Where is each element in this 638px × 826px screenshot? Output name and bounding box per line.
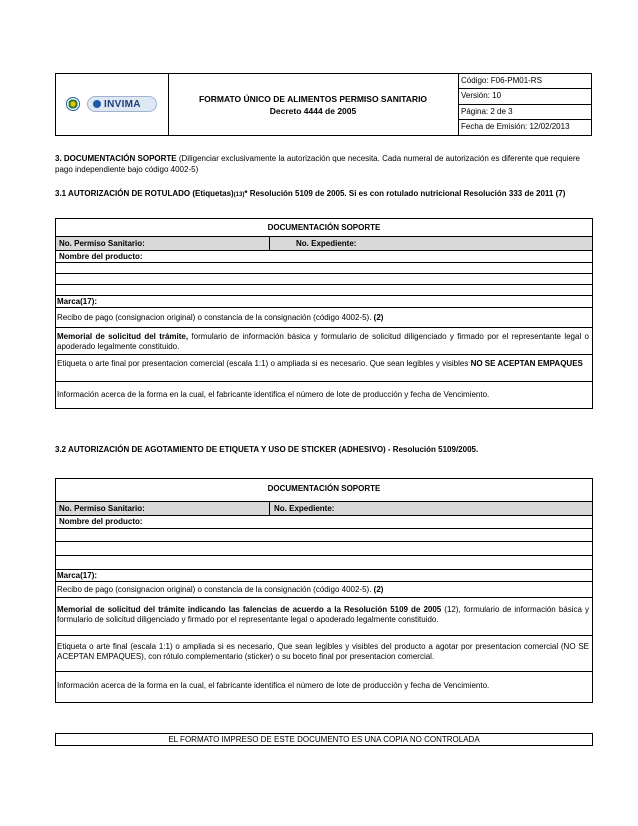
section-31-heading-a: 3.1 AUTORIZACIÓN DE ROTULADO (Etiquetas) bbox=[55, 189, 234, 198]
section-31-divider bbox=[269, 237, 270, 250]
section-31-table-title: DOCUMENTACIÓN SOPORTE bbox=[56, 219, 592, 237]
section-3-note: (Diligenciar exclusivamente la autorización que necesita. Cada numeral de autorización es diferente que requiere pago independiente bajo código 4002-5) bbox=[55, 154, 580, 174]
section-31-label-text: Etiqueta o arte final por presentacion comercial (escala 1:1) o ampliada si es necesario. Que sean legibles y visibles bbox=[57, 359, 471, 368]
section-31-row-receipt bbox=[56, 308, 592, 328]
logo-cell bbox=[56, 74, 169, 135]
section-32-receipt-text: Recibo de pago (consignacion original) o constancia de la consignación (código 4002-5). bbox=[57, 585, 374, 594]
section-3-heading: 3. DOCUMENTACIÓN SOPORTE bbox=[55, 154, 177, 163]
section-31-permit-label: No. Permiso Sanitario: bbox=[59, 239, 145, 248]
invima-logo-text: INVIMA bbox=[104, 99, 141, 110]
document-meta bbox=[458, 74, 591, 135]
section-31-table bbox=[55, 218, 593, 409]
section-32-lot-text: Información acerca de la forma en la cual, el fabricante identifica el número de lote de producción y fecha de Vencimiento. bbox=[57, 681, 490, 690]
invima-logo bbox=[87, 96, 157, 112]
section-31-blank-row[interactable] bbox=[56, 274, 592, 285]
section-31-lot-text: Información acerca de la forma en la cual, el fabricante identifica el número de lote de producción y fecha de Vencimiento. bbox=[57, 390, 490, 399]
section-31-product-label: Nombre del producto: bbox=[59, 252, 143, 261]
section-32-blank-row[interactable] bbox=[56, 542, 592, 556]
meta-version: Versión: 10 bbox=[458, 89, 591, 104]
title-line-1: FORMATO ÚNICO DE ALIMENTOS PERMISO SANITARIO bbox=[198, 93, 428, 104]
section-31-file-label: No. Expediente: bbox=[296, 239, 357, 248]
title-line-2: Decreto 4444 de 2005 bbox=[269, 105, 357, 116]
section-3-intro bbox=[55, 153, 595, 175]
section-32-blank-row[interactable] bbox=[56, 556, 592, 570]
section-31-receipt-ref: (2) bbox=[373, 313, 384, 322]
document-title bbox=[168, 74, 459, 135]
section-32-row-lot bbox=[56, 672, 592, 702]
meta-page: Página: 2 de 3 bbox=[458, 105, 591, 120]
section-32-receipt-ref: (2) bbox=[373, 585, 384, 594]
section-31-memorial-rest: formulario de información básica y formulario de solicitud diligenciado y firmado por el representante legal o apoderado legalmente constituido. bbox=[57, 332, 589, 351]
section-31-heading-b: * Resolución 5109 de 2005. Si es con rotulado nutricional Resolución 333 de 2011 (7) bbox=[244, 189, 566, 198]
meta-issue-date: Fecha de Emisión: 12/02/2013 bbox=[461, 121, 570, 131]
section-31-blank-row[interactable] bbox=[56, 263, 592, 274]
section-32-file-label: No. Expediente: bbox=[274, 504, 335, 513]
section-31-row-lot bbox=[56, 382, 592, 408]
section-31-row-product bbox=[56, 251, 592, 263]
invima-logo-mark bbox=[93, 100, 101, 108]
document-header bbox=[55, 73, 592, 136]
section-32-brand-label: Marca(17): bbox=[57, 571, 98, 580]
section-32-table bbox=[55, 478, 593, 703]
section-31-memorial-bold: Memorial de solicitud del trámite, bbox=[57, 332, 189, 341]
meta-code: Código: F06-PM01-RS bbox=[458, 74, 591, 89]
section-32-blank-row[interactable] bbox=[56, 529, 592, 542]
section-31-row-permit bbox=[56, 237, 592, 251]
section-31-row-brand bbox=[56, 296, 592, 308]
section-32-label-text: Etiqueta o arte final (escala 1:1) o ampliada si es necesario, Que sean legibles y visibles del producto a agotar por presentacion comercial (NO SE ACEPTAN EMPAQUES), con rótulo complementario (sticker) o su boceto final por presentacion comercial. bbox=[57, 642, 589, 661]
uncontrolled-copy-notice: EL FORMATO IMPRESO DE ESTE DOCUMENTO ES UNA COPIA NO CONTROLADA bbox=[55, 733, 593, 746]
section-32-memorial-ref: (12), bbox=[441, 605, 461, 614]
section-32-permit-label: No. Permiso Sanitario: bbox=[59, 504, 145, 513]
section-31-row-label bbox=[56, 355, 592, 382]
section-31-heading-ref: (13) bbox=[233, 192, 245, 198]
section-32-row-receipt bbox=[56, 582, 592, 598]
section-32-product-label: Nombre del producto: bbox=[59, 517, 143, 526]
section-32-row-label bbox=[56, 636, 592, 672]
section-31-receipt-text: Recibo de pago (consignacion original) o constancia de la consignación (código 4002-5). bbox=[57, 313, 374, 322]
section-32-divider bbox=[269, 502, 270, 515]
section-31-label-bold: NO SE ACEPTAN EMPAQUES bbox=[470, 359, 583, 368]
section-32-row-memorial bbox=[56, 598, 592, 636]
section-32-memorial-bold: Memorial de solicitud del trámite indicando las falencias de acuerdo a la Resolución 5109 de 2005 bbox=[57, 605, 442, 614]
section-31-brand-label: Marca(17): bbox=[57, 297, 98, 306]
section-32-row-brand bbox=[56, 570, 592, 582]
section-32-memorial-rest: formulario de información básica y formulario de solicitud diligenciado y firmado por el representante legal o apoderado legalmente constituido. bbox=[57, 605, 590, 624]
section-31-blank-row[interactable] bbox=[56, 285, 592, 296]
coat-of-arms-logo bbox=[66, 97, 80, 111]
section-31-row-memorial bbox=[56, 328, 592, 355]
section-32-row-product bbox=[56, 516, 592, 529]
section-32-heading: 3.2 AUTORIZACIÓN DE AGOTAMIENTO DE ETIQUETA Y USO DE STICKER (ADHESIVO) - Resolución 5109/2005. bbox=[55, 445, 479, 454]
section-31-heading bbox=[55, 188, 595, 201]
section-32-row-permit bbox=[56, 502, 592, 516]
section-32-table-title: DOCUMENTACIÓN SOPORTE bbox=[56, 479, 592, 502]
